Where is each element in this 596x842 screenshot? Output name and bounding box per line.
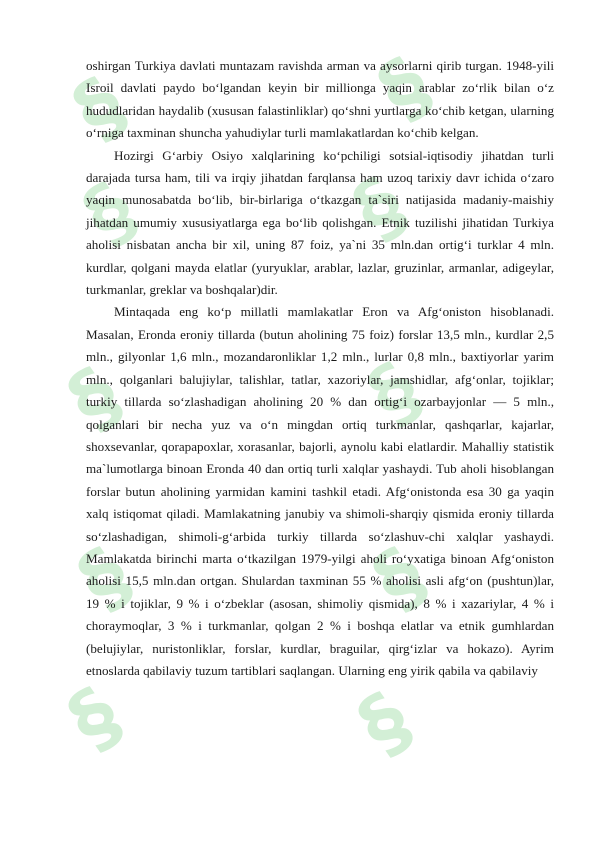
watermark-glyph: § [363,40,447,137]
watermark-glyph: § [58,60,142,157]
watermark-glyph: § [63,530,147,627]
watermark-glyph: § [68,165,152,262]
paragraph-1: oshirgan Turkiya davlati muntazam ravishda arman va aysorlarni qirib turgan. 1948-yili Isroil davlati paydo bo‘lgandan keyin bir millionga yaqin arablar zo‘rlik bilan o‘z hududlaridan haydalib (xususan falastinliklar) qo‘shni yurtlarga ko‘chib ketgan, ularning o‘rniga taxminan shuncha yahudiylar turli mamlakatlardan ko‘chib kelgan. [86,58,554,141]
document-body [86,55,554,682]
watermark-glyph: § [358,530,442,627]
watermark-glyph: § [353,345,437,442]
watermark-glyph: § [343,675,427,772]
watermark-glyph: § [53,350,137,447]
paragraph-2: Hozirgi G‘arbiy Osiyo xalqlarining ko‘pchiligi sotsial-iqtisodiy jihatdan turli darajada tursa ham, tili va irqiy jihatdan farqlansa ham uzoq tarixiy davr ichida o‘zaro yaqin munosabatda bo‘lib, bir-birlariga o‘tkazgan ta`siri natijasida madaniy-maishiy jihatdan umumiy xususiyatlarga ega bo‘lib qolishgan. Etnik tuzilishi jihatidan Turkiya aholisi nisbatan ancha bir xil, uning 87 foiz, ya`ni 35 mln.dan ortig‘i turklar 4 mln. kurdlar, qolgani mayda elatlar (yuryuklar, arablar, lazlar, gruzinlar, armanlar, adigeylar, turkmanlar, greklar va boshqalar)dir. [86,147,554,298]
paragraph-3: Mintaqada eng ko‘p millatli mamlakatlar Eron va Afg‘oniston hisoblanadi. Masalan, Eronda eroniy tillarda (butun aholining 75 foiz) forslar 13,5 mln., kurdlar 2,5 mln., gilyonlar 1,6 mln., mozandaronliklar 1,2 mln., lurlar 0,8 mln., baxtiyorlar yarim mln., qolganlari balujiylar, talishlar, tatlar, xazoriylar, jamshidlar, afg‘onlar, tojiklar; turkiy tillarda so‘zlashadigan aholining 20 % dan ortig‘i ozarbayjonlar — 5 mln., qolganlari bir necha yuz va o‘n mingdan ortiq turkmanlar, qashqarlar, kajarlar, shoxsevanlar, qorapapoxlar, xorasanlar, bajorli, aynolu kabi elatlardir. Mahalliy statistik ma`lumotlarga binoan Eronda 40 dan ortiq turli xalqlar yashaydi. Tub aholi hisoblangan forslar butun aholining yarmidan kamini tashkil etadi. Afg‘onistonda esa 30 ga yaqin xalq istiqomat qiladi. Mamlakatning janubiy va shimoli-sharqiy qismida eroniy tillarda so‘zlashadigan, shimoli-g‘arbida turkiy tillarda so‘zlashuv-chi xalqlar yashaydi. Mamlakatda birinchi marta o‘tkazilgan 1979-yilgi aholi ro‘yxatiga binoan Afg‘oniston aholisi 15,5 mln.dan ortgan. Shulardan taxminan 55 % aholisi asli afg‘on (pushtun)lar, 19 % i tojiklar, 9 % i o‘zbeklar (asosan, shimoliy qismida), 8 % i xazariylar, 4 % i choraymoqlar, 3 % i turkmanlar, qolgan 2 % i boshqa elatlar va etnik gumhlardan (belujiylar, nuristonliklar, forslar, kurdlar, braguilar, qirg‘izlar va hokazo). Ayrim etnoslarda qabilaviy tuzum tartiblari saqlangan. Ularning eng yirik qabila va qabilaviy [86,304,554,678]
watermark-glyph: § [338,160,422,257]
watermark-glyph: § [53,670,137,767]
